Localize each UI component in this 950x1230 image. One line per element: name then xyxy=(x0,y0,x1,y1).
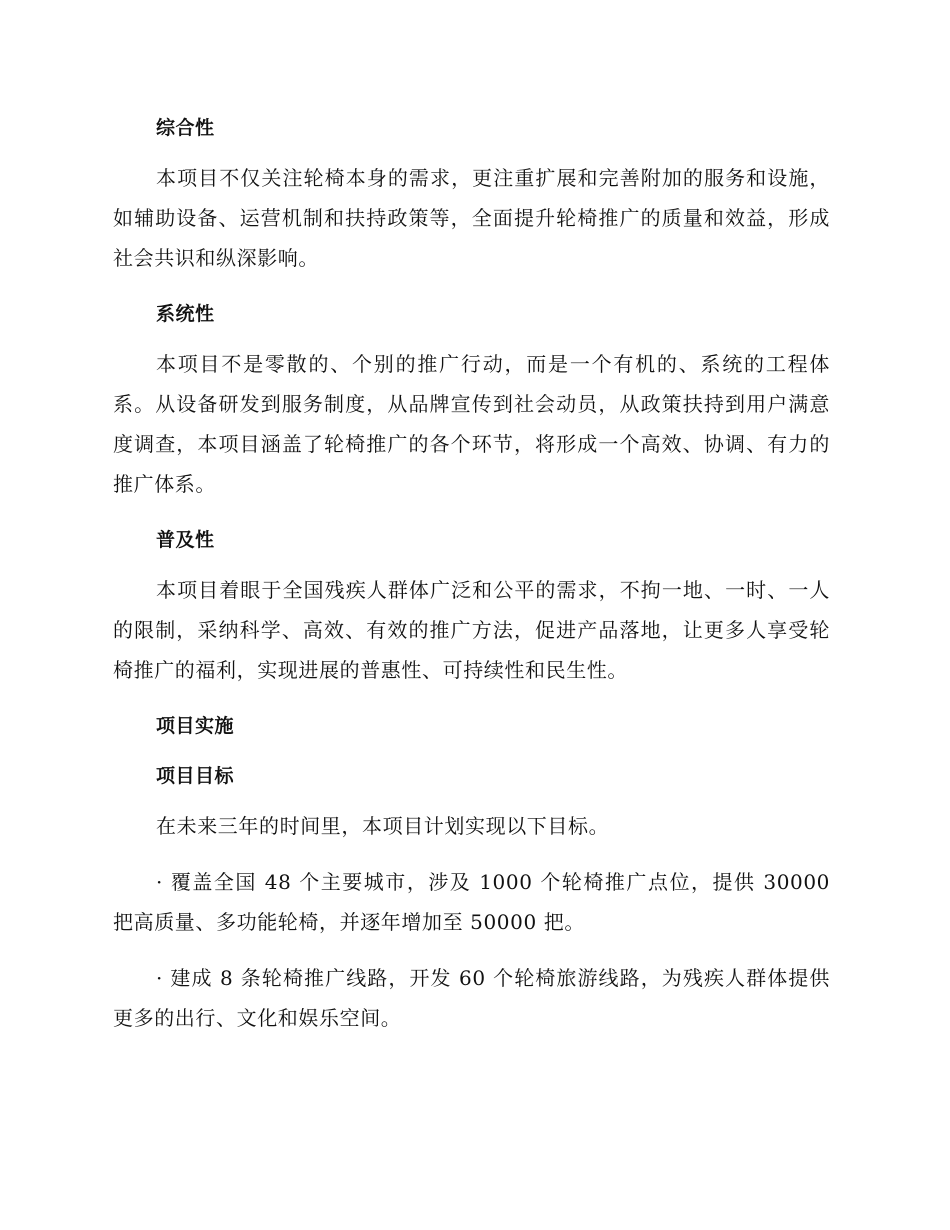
goals-subheading: 项目目标 xyxy=(156,765,235,787)
section-implementation xyxy=(113,706,830,1038)
section-paragraph: 本项目不是零散的、个别的推广行动，而是一个有机的、系统的工程体系。从设备研发到服务制度，从品牌宣传到社会动员，从政策扶持到用户满意度调查，本项目涵盖了轮椅推广的各个环节，将形成一个高效、协调、有力的推广体系。 xyxy=(113,352,830,496)
goals-intro: 在未来三年的时间里，本项目计划实现以下目标。 xyxy=(156,814,610,838)
goal-bullet-item: · 建成 8 条轮椅推广线路，开发 60 个轮椅旅游线路，为残疾人群体提供更多的出行、文化和娱乐空间。 xyxy=(113,966,830,1030)
document-page xyxy=(113,108,830,1054)
section-heading: 系统性 xyxy=(156,303,215,325)
section-comprehensive xyxy=(113,108,830,278)
section-heading: 普及性 xyxy=(156,529,215,551)
section-paragraph: 本项目着眼于全国残疾人群体广泛和公平的需求，不拘一地、一时、一人的限制，采纳科学、高效、有效的推广方法，促进产品落地，让更多人享受轮椅推广的福利，实现进展的普惠性、可持续性和民生性。 xyxy=(113,578,830,682)
section-heading: 综合性 xyxy=(156,117,215,139)
implementation-heading: 项目实施 xyxy=(156,715,235,737)
goal-bullet-item: · 覆盖全国 48 个主要城市，涉及 1000 个轮椅推广点位，提供 30000 把高质量、多功能轮椅，并逐年增加至 50000 把。 xyxy=(113,870,830,934)
section-universal xyxy=(113,520,830,690)
section-paragraph: 本项目不仅关注轮椅本身的需求，更注重扩展和完善附加的服务和设施，如辅助设备、运营机制和扶持政策等，全面提升轮椅推广的质量和效益，形成社会共识和纵深影响。 xyxy=(113,166,830,270)
section-systematic xyxy=(113,294,830,504)
